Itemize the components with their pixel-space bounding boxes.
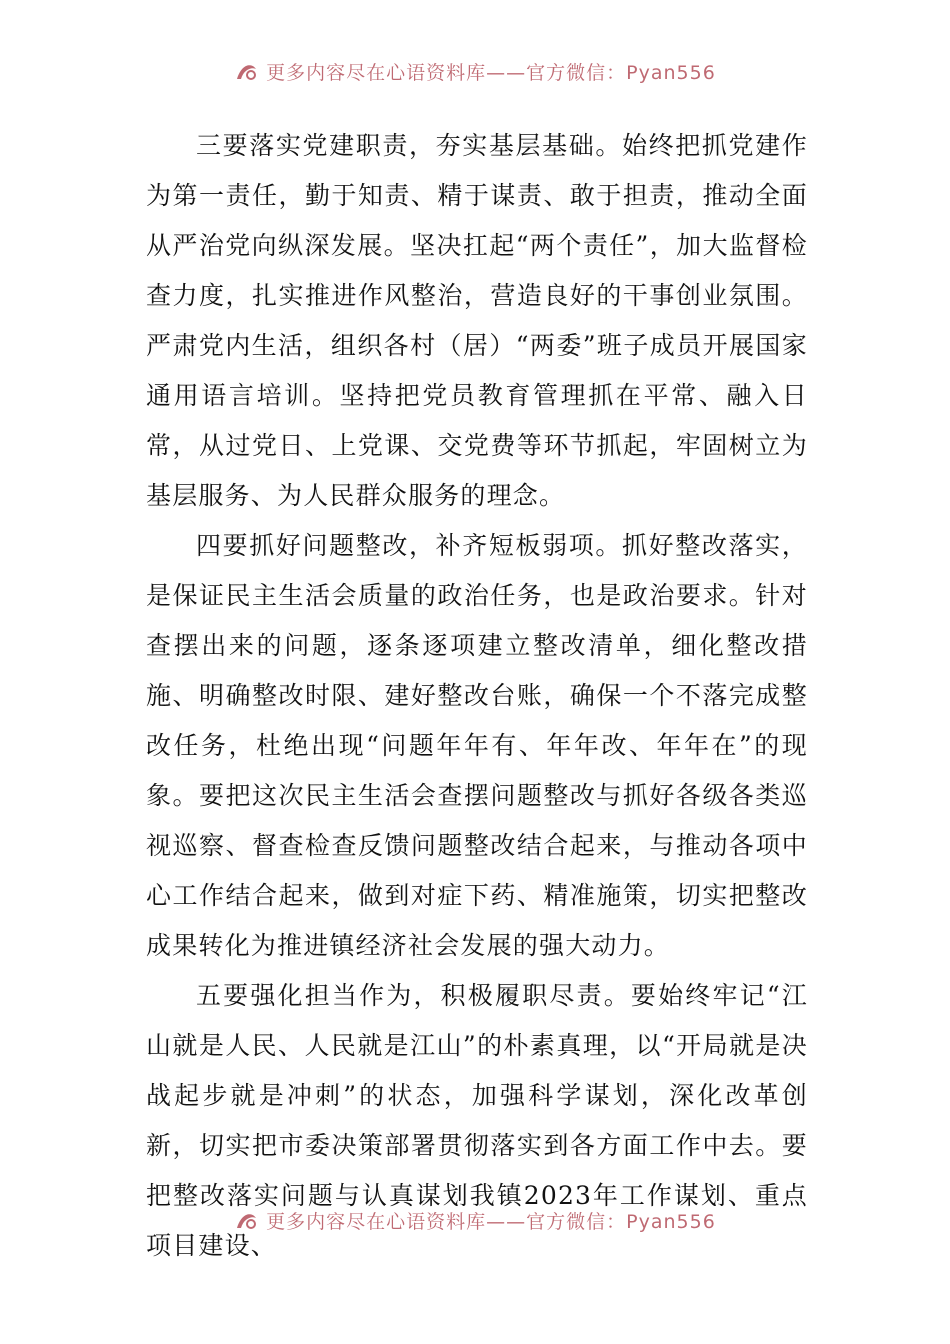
header-watermark-text: 更多内容尽在心语资料库——官方微信：Pyan556 [266,62,716,84]
footer-watermark-text: 更多内容尽在心语资料库——官方微信：Pyan556 [266,1211,716,1233]
watermark-logo-icon [234,61,260,83]
watermark-logo-icon [234,1210,260,1232]
header-watermark [0,58,950,85]
paragraph-responsibility: 五要强化担当作为，积极履职尽责。要始终牢记“江山就是人民、人民就是江山”的朴素真理，以“开局就是决战起步就是冲刺”的状态，加强科学谋划，深化改革创新，切实把市委决策部署贯彻落实到各方面工作中去。要把整改落实问题与认真谋划我镇2023年工作谋划、重点项目建设、 [146,981,808,1260]
paragraph-party-building: 三要落实党建职责，夯实基层基础。始终把抓党建作为第一责任，勤于知责、精于谋责、敢于担责，推动全面从严治党向纵深发展。坚决扛起“两个责任”，加大监督检查力度，扎实推进作风整治，营造良好的干事创业氛围。严肃党内生活，组织各村（居）“两委”班子成员开展国家通用语言培训。坚持把党员教育管理抓在平常、融入日常，从过党日、上党课、交党费等环节抓起，牢固树立为基层服务、为人民群众服务的理念。 [146,131,808,510]
footer-watermark [0,1207,950,1234]
paragraph-rectification: 四要抓好问题整改，补齐短板弱项。抓好整改落实，是保证民主生活会质量的政治任务，也是政治要求。针对查摆出来的问题，逐条逐项建立整改清单，细化整改措施、明确整改时限、建好整改台账，确保一个不落完成整改任务，杜绝出现“问题年年有、年年改、年年在”的现象。要把这次民主生活会查摆问题整改与抓好各级各类巡视巡察、督查检查反馈问题整改结合起来，与推动各项中心工作结合起来，做到对症下药、精准施策，切实把整改成果转化为推进镇经济社会发展的强大动力。 [146,531,808,960]
document-body [146,121,808,1271]
